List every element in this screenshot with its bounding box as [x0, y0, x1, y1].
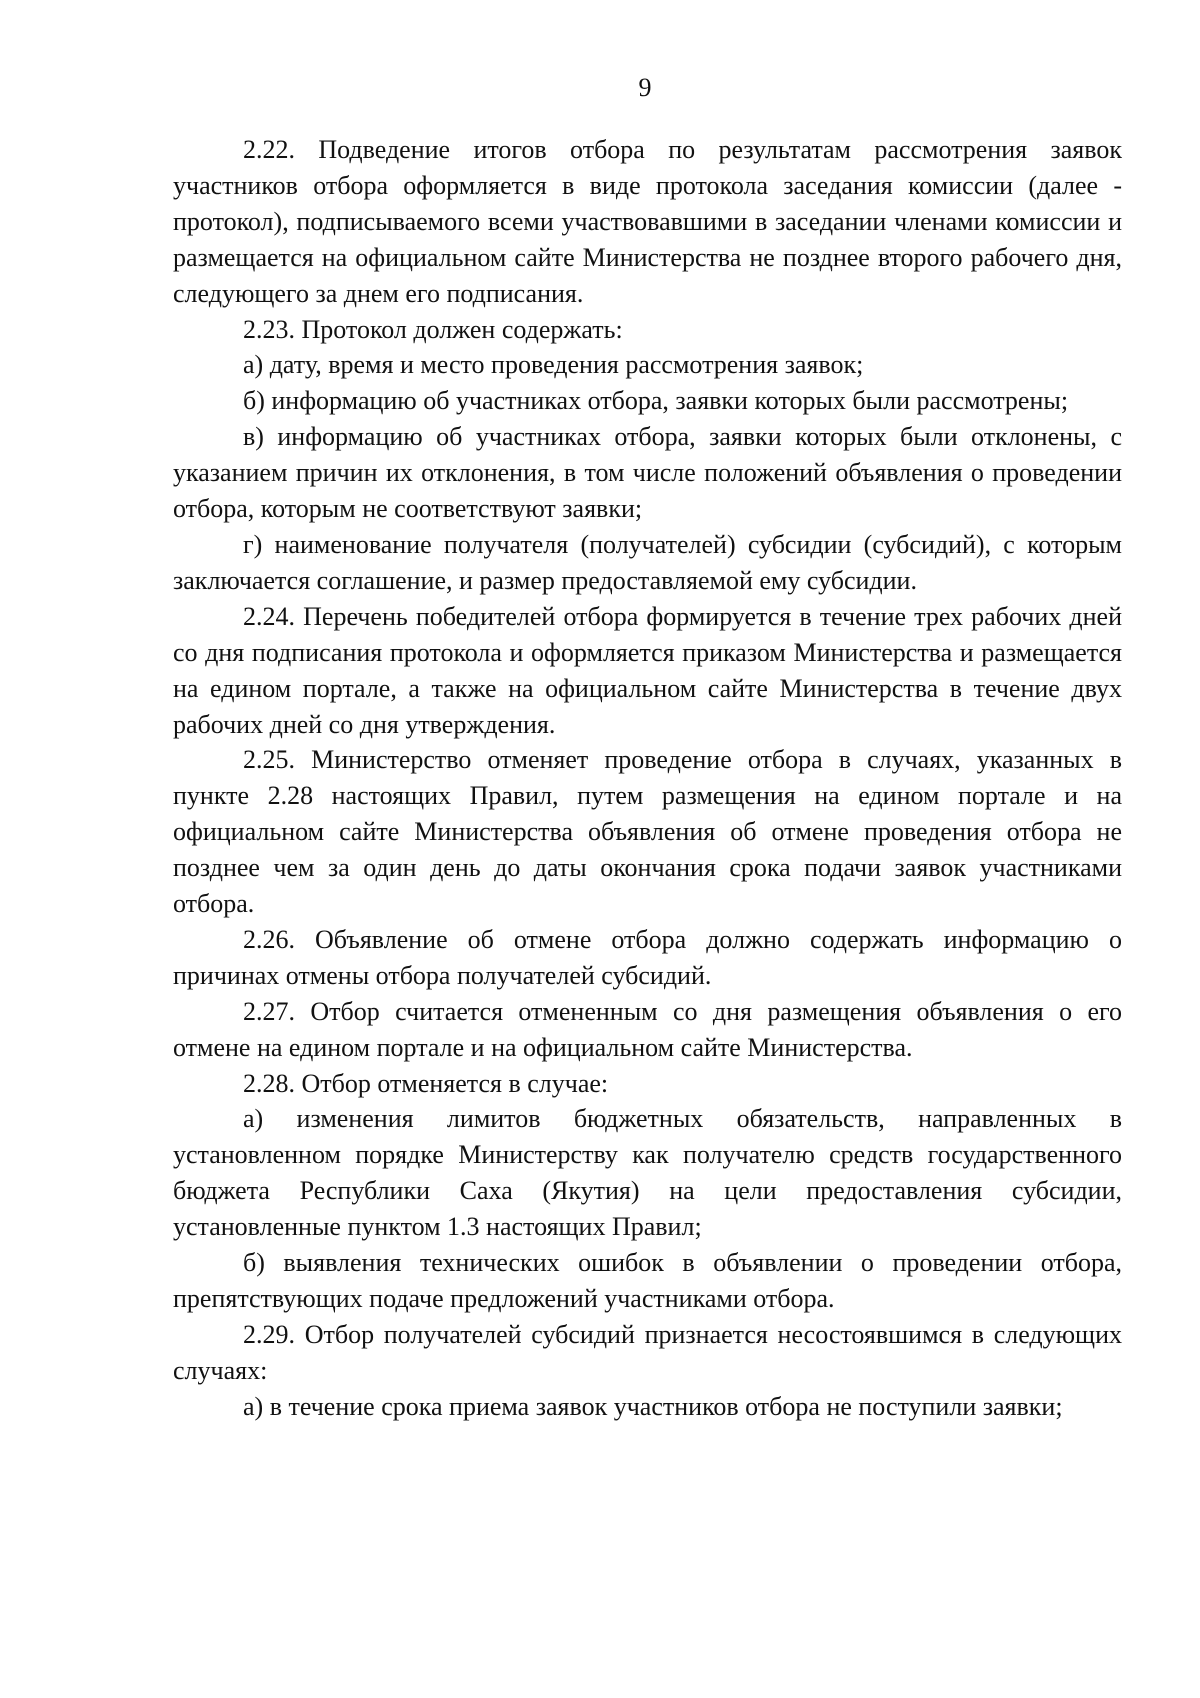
list-item-2-29-a: а) в течение срока приема заявок участников отбора не поступили заявки; [243, 1391, 1063, 1421]
paragraph-2-23: 2.23. Протокол должен содержать: [243, 314, 623, 344]
paragraph-2-24: 2.24. Перечень победителей отбора формируется в течение трех рабочих дней со дня подписания протокола и оформляется приказом Министерства и размещается на едином портале, а также на официальном сайте Министерства в течение двух рабочих дней со дня утверждения. [173, 601, 1122, 739]
document-body [173, 132, 1122, 1425]
paragraph-2-25: 2.25. Министерство отменяет проведение отбора в случаях, указанных в пункте 2.28 настоящих Правил, путем размещения на едином портале и на официальном сайте Министерства объявления об отмене проведения отбора не позднее чем за один день до даты окончания срока подачи заявок участниками отбора. [173, 745, 1122, 919]
list-item-2-23-g: г) наименование получателя (получателей) субсидии (субсидий), с которым заключается соглашение, и размер предоставляемой ему субсидии. [173, 529, 1122, 595]
page-number: 9 [638, 73, 652, 102]
paragraph-2-28: 2.28. Отбор отменяется в случае: [243, 1068, 609, 1098]
list-item-2-28-b: б) выявления технических ошибок в объявлении о проведении отбора, препятствующих подаче предложений участниками отбора. [173, 1248, 1122, 1313]
list-item-2-23-a: а) дату, время и место проведения рассмотрения заявок; [243, 350, 864, 380]
paragraph-2-26: 2.26. Объявление об отмене отбора должно содержать информацию о причинах отмены отбора получателей субсидий. [173, 924, 1122, 990]
list-item-2-28-a: а) изменения лимитов бюджетных обязательств, направленных в установленном порядке Министерству как получателю средств государственного бюджета Республики Саха (Якутия) на цели предоставления субсидии, установленные пунктом 1.3 настоящих Правил; [173, 1104, 1122, 1242]
paragraph-2-27: 2.27. Отбор считается отмененным со дня размещения объявления о его отмене на едином портале и на официальном сайте Министерства. [173, 996, 1122, 1062]
paragraph-2-29: 2.29. Отбор получателей субсидий признается несостоявшимся в следующих случаях: [173, 1319, 1122, 1385]
list-item-2-23-v: в) информацию об участниках отбора, заявки которых были отклонены, с указанием причин их отклонения, в том числе положений объявления о проведении отбора, которым не соответствуют заявки; [173, 422, 1122, 524]
list-item-2-23-b: б) информацию об участниках отбора, заявки которых были рассмотрены; [243, 386, 1069, 416]
paragraph-2-22: 2.22. Подведение итогов отбора по результатам рассмотрения заявок участников отбора оформляется в виде протокола заседания комиссии (далее - протокол), подписываемого всеми участвовавшими в заседании членами комиссии и размещается на официальном сайте Министерства не позднее второго рабочего дня, следующего за днем его подписания. [173, 135, 1122, 308]
